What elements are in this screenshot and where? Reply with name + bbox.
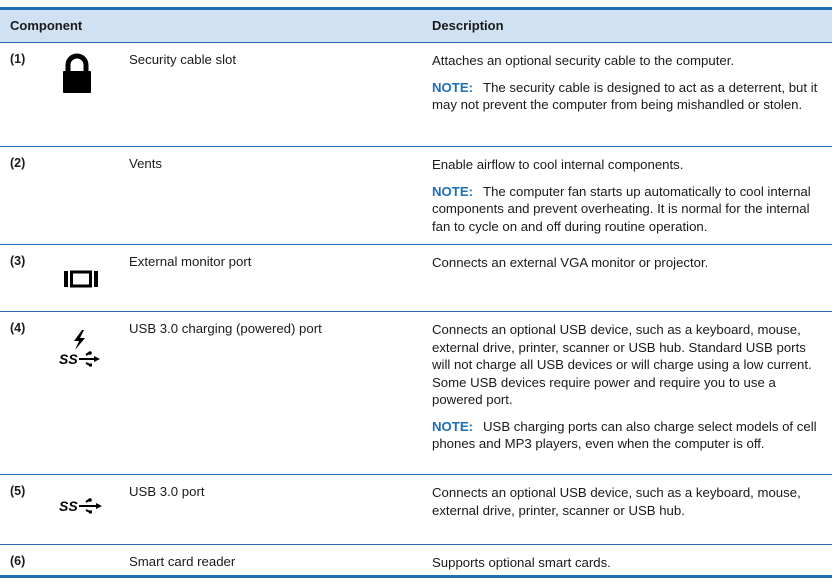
note-label: NOTE: — [432, 79, 474, 95]
description-text: Supports optional smart cards. — [432, 555, 611, 570]
component-description — [432, 484, 822, 519]
svg-text:SS: SS — [59, 498, 78, 514]
note-text: The computer fan starts up automatically to cool internal components and prevent overheating. It is normal for the internal fan to cycle on and off during routine operation. — [432, 183, 811, 234]
lock-icon — [60, 53, 94, 98]
description-text: Connects an optional USB device, such as a keyboard, mouse, external drive, printer, scanner or USB hub. Standard USB ports will not charge all USB devices or will charge using a low current. Some USB devices require power and require you to use a powered port. — [432, 322, 812, 407]
component-name: Security cable slot — [129, 52, 237, 67]
header-description: Description — [432, 18, 504, 33]
row-number: (6) — [10, 554, 26, 568]
note — [432, 79, 822, 114]
external-monitor-icon — [63, 269, 99, 292]
description-text: Enable airflow to cool internal components. — [432, 157, 684, 172]
note-label: NOTE: — [432, 418, 474, 434]
component-name: USB 3.0 port — [129, 484, 205, 499]
table-row — [0, 545, 832, 575]
svg-text:SS: SS — [59, 351, 78, 367]
component-name: USB 3.0 charging (powered) port — [129, 321, 322, 336]
note — [432, 418, 822, 453]
table-row — [0, 245, 832, 312]
table-header — [0, 10, 832, 43]
table-row — [0, 147, 832, 245]
row-number: (5) — [10, 484, 26, 498]
description-text: Attaches an optional security cable to the computer. — [432, 53, 735, 68]
component-description — [432, 321, 822, 453]
table-row — [0, 43, 832, 147]
component-description — [432, 254, 822, 272]
note-text: The security cable is designed to act as a deterrent, but it may not prevent the computer from being mishandled or stolen. — [432, 79, 818, 112]
row-number: (4) — [10, 321, 26, 335]
component-name: External monitor port — [129, 254, 252, 269]
table-row — [0, 475, 832, 545]
description-text: Connects an external VGA monitor or projector. — [432, 255, 709, 270]
component-name: Smart card reader — [129, 554, 236, 569]
component-name: Vents — [129, 156, 162, 171]
header-component: Component — [10, 18, 83, 33]
table-bottom-rule — [0, 575, 832, 578]
row-number: (2) — [10, 156, 26, 170]
row-number: (1) — [10, 52, 26, 66]
note-text: USB charging ports can also charge select models of cell phones and MP3 players, even when the computer is off. — [432, 418, 817, 451]
usb-charging-icon — [58, 328, 102, 375]
component-description — [432, 52, 822, 114]
component-description — [432, 554, 822, 572]
usb-superspeed-icon — [58, 495, 106, 520]
note-label: NOTE: — [432, 183, 474, 199]
description-text: Connects an optional USB device, such as a keyboard, mouse, external drive, printer, scanner or USB hub. — [432, 485, 801, 518]
row-number: (3) — [10, 254, 26, 268]
note — [432, 183, 822, 236]
table-row — [0, 312, 832, 475]
component-description — [432, 156, 822, 235]
